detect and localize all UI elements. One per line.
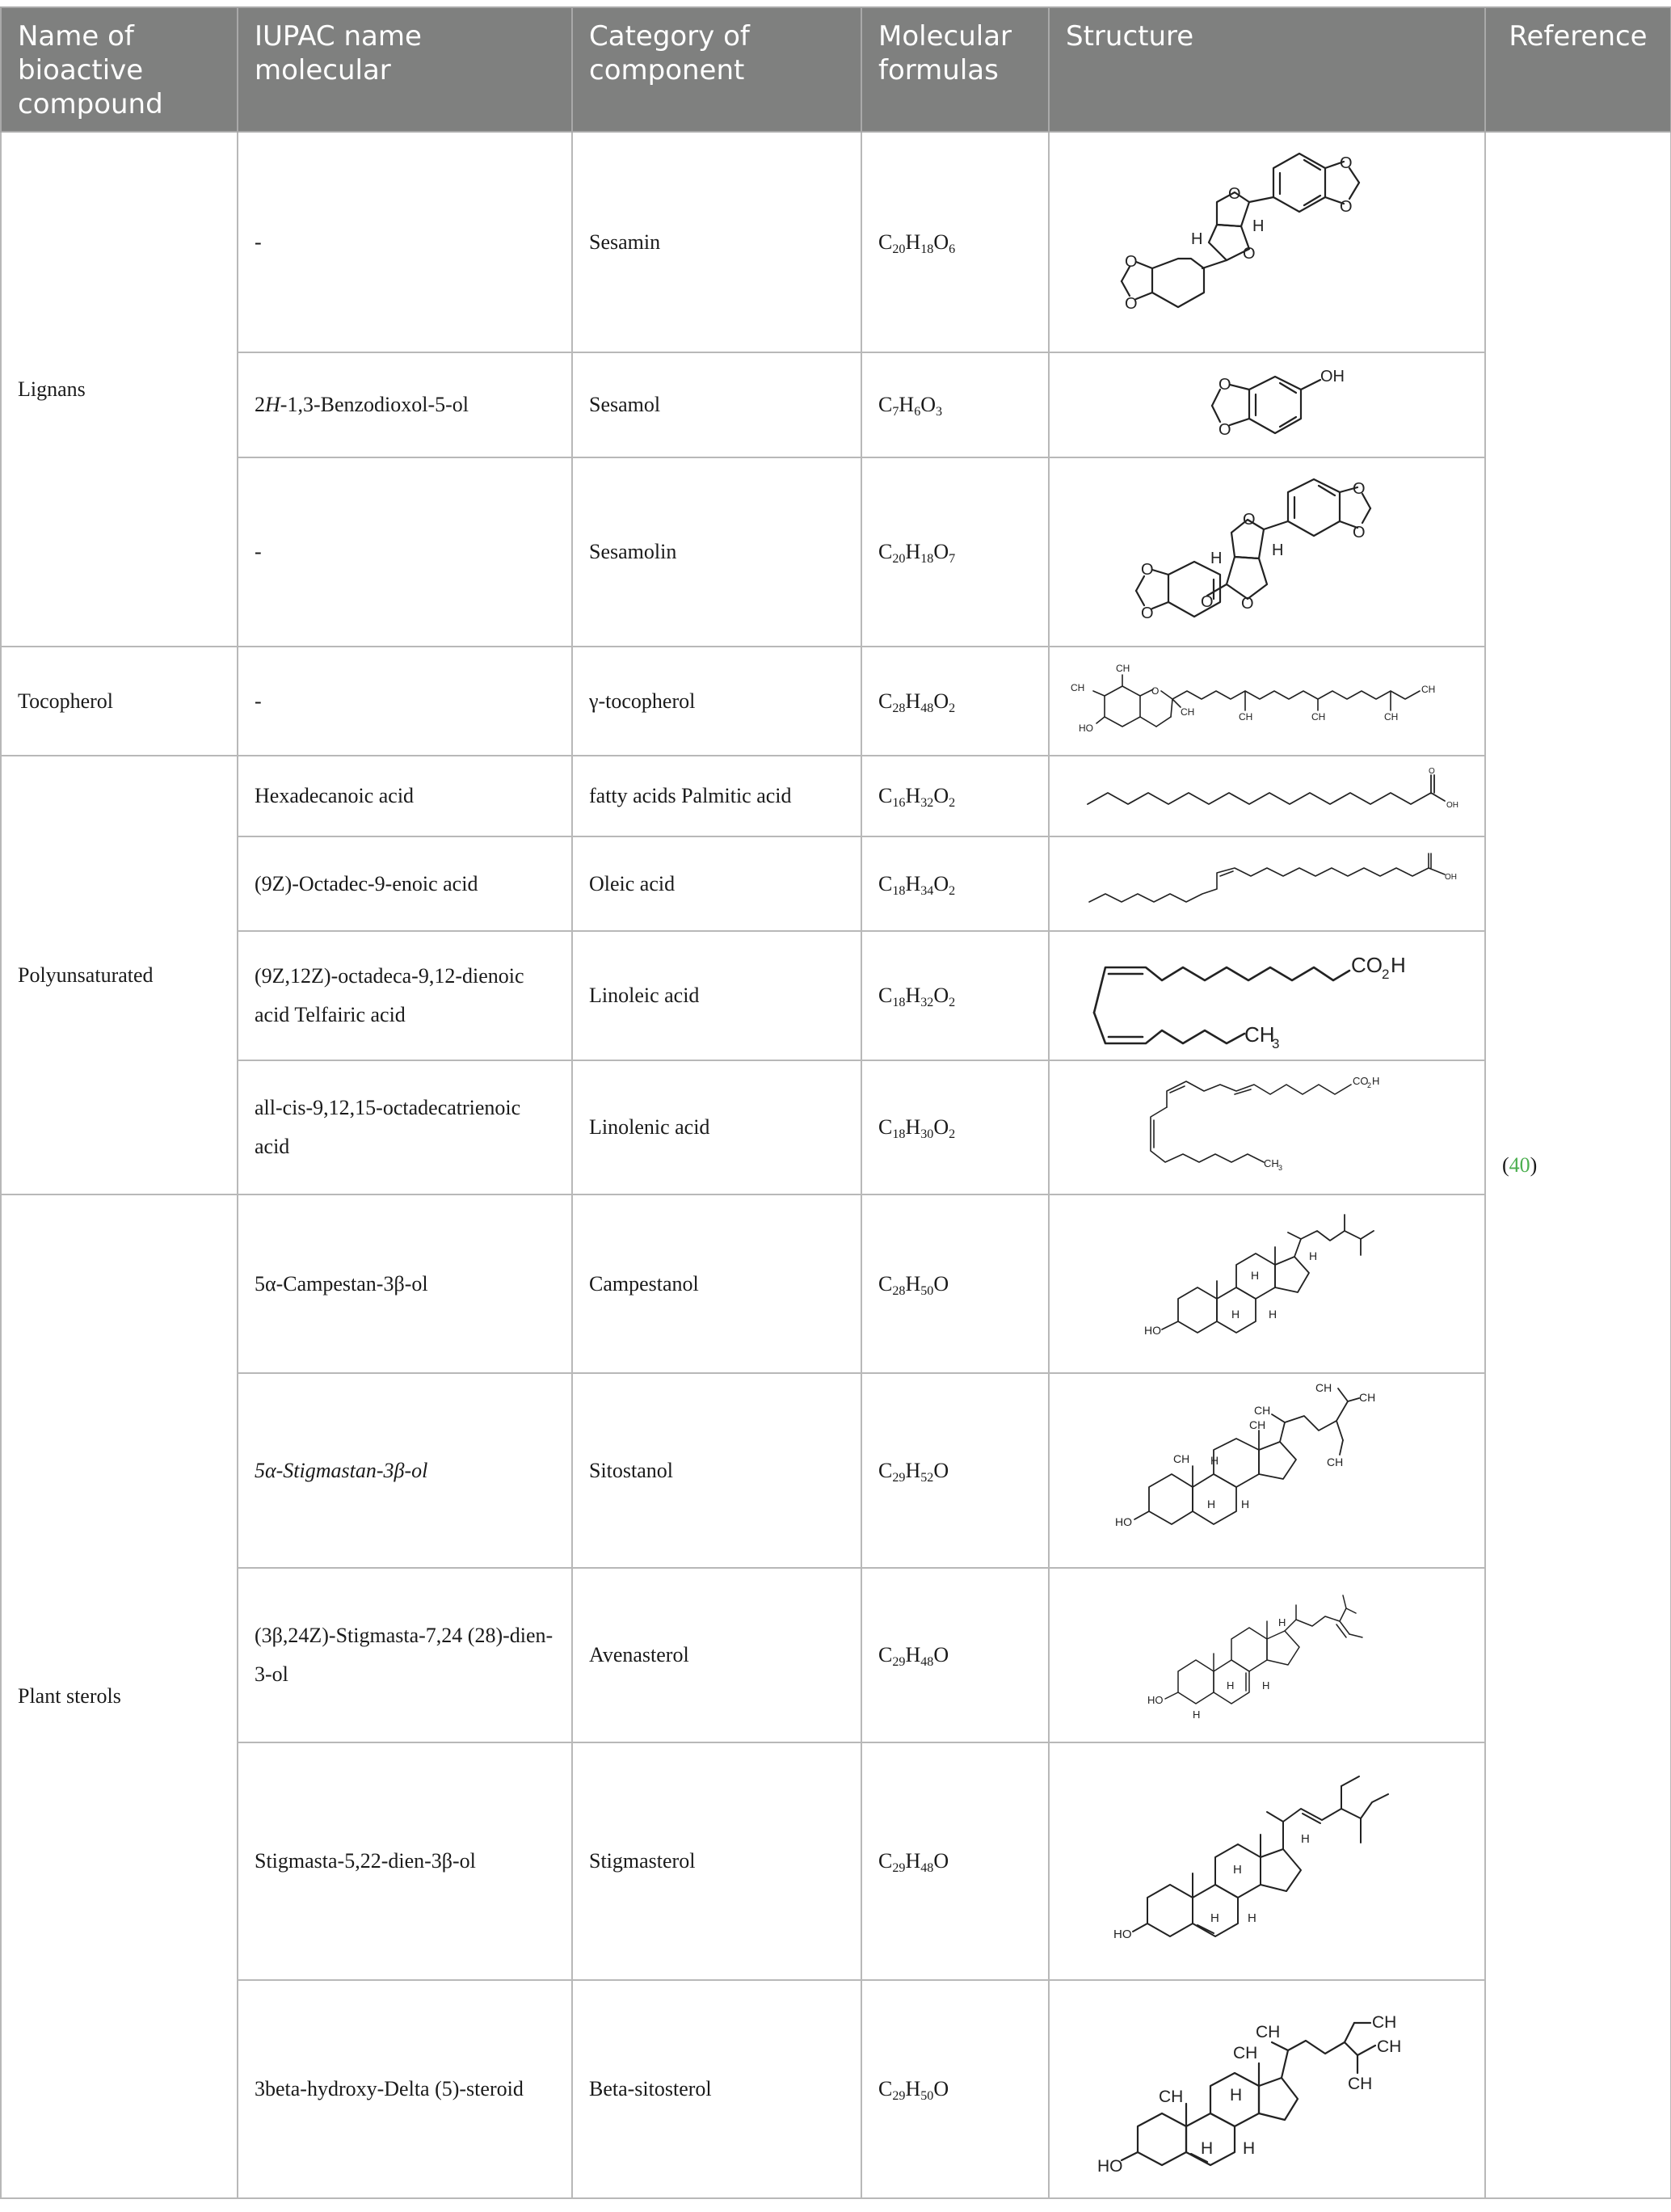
svg-text:H: H — [1231, 1307, 1240, 1321]
svg-text:CH: CH — [1071, 681, 1085, 693]
structure-cell — [1049, 1373, 1485, 1568]
svg-text:HO: HO — [1079, 722, 1093, 734]
svg-text:H: H — [1269, 1307, 1277, 1321]
svg-text:O: O — [1125, 294, 1138, 313]
svg-text:CH: CH — [1264, 1157, 1279, 1169]
sesamol-structure-icon — [1162, 360, 1372, 449]
category-cell: Linolenic acid — [572, 1060, 861, 1194]
header-row — [1, 7, 1671, 132]
svg-text:H: H — [1272, 541, 1284, 559]
sesamolin-structure-icon — [1105, 463, 1429, 641]
reference-link-40[interactable]: 40 — [1509, 1152, 1530, 1177]
svg-text:H: H — [1278, 1616, 1286, 1628]
svg-text:2: 2 — [1382, 967, 1390, 982]
svg-text:HO: HO — [1147, 1694, 1164, 1706]
iupac-cell: (3β,24Z)-Stigmasta-7,24 (28)-dien-3-ol — [238, 1568, 572, 1742]
svg-text:O: O — [1141, 605, 1154, 622]
linolenic-acid-structure-icon — [1105, 1067, 1429, 1188]
formula-cell: $C_{18}H_{30}O_2$ — [861, 1060, 1049, 1194]
svg-text:CH: CH — [1327, 1455, 1344, 1468]
svg-text:H: H — [1230, 2086, 1243, 2105]
svg-text:CH: CH — [1359, 1390, 1376, 1404]
svg-text:CH: CH — [1311, 710, 1326, 723]
svg-text:CH: CH — [1254, 1403, 1271, 1417]
category-cell: γ-tocopherol — [572, 647, 861, 756]
svg-text:H: H — [1248, 1911, 1256, 1925]
svg-text:CO: CO — [1351, 953, 1383, 977]
table-row-linolenic-acid — [1, 1060, 1671, 1194]
group-polyunsaturated: Polyunsaturated — [1, 756, 238, 1194]
iupac-cell: Hexadecanoic acid — [238, 756, 572, 836]
svg-text:OH: OH — [1320, 368, 1345, 386]
formula-cell: $C_{29}H_{52}O$ — [861, 1373, 1049, 1568]
category-cell: Avenasterol — [572, 1568, 861, 1742]
category-cell: Sitostanol — [572, 1373, 861, 1568]
structure-cell — [1049, 756, 1485, 836]
svg-text:CH: CH — [1116, 662, 1130, 674]
beta-sitosterol-structure-icon — [1097, 1984, 1437, 2194]
svg-text:CH: CH — [1348, 2075, 1373, 2093]
svg-text:CH: CH — [1377, 2037, 1402, 2056]
linoleic-acid-structure-icon — [1073, 935, 1461, 1056]
header-structure: Structure — [1049, 7, 1485, 132]
svg-text:O: O — [1340, 197, 1353, 216]
formula-cell: $C_{16}H_{32}O_2$ — [861, 756, 1049, 836]
svg-text:H: H — [1309, 1249, 1318, 1262]
iupac-cell: - — [238, 457, 572, 647]
svg-text:HO: HO — [1113, 1928, 1132, 1941]
svg-text:CH: CH — [1244, 1022, 1275, 1047]
svg-text:H: H — [1227, 1679, 1235, 1692]
svg-text:HO: HO — [1144, 1323, 1161, 1337]
category-cell: Beta-sitosterol — [572, 1980, 861, 2198]
table-row-palmitic-acid — [1, 756, 1671, 836]
ref-paren-close: ) — [1530, 1152, 1538, 1177]
svg-text:H: H — [1241, 1497, 1250, 1510]
svg-text:H: H — [1252, 217, 1265, 235]
svg-text:3: 3 — [1272, 1036, 1280, 1051]
table-row-beta-sitosterol — [1, 1980, 1671, 2198]
formula-cell: $C_{18}H_{32}O_2$ — [861, 931, 1049, 1060]
header-category: Category of component — [572, 7, 861, 132]
formula-cell: $C_7H_6O_3$ — [861, 352, 1049, 457]
svg-text:O: O — [1219, 376, 1231, 394]
structure-cell — [1049, 931, 1485, 1060]
table-row-oleic-acid — [1, 836, 1671, 931]
svg-text:CH: CH — [1233, 2044, 1258, 2062]
structure-cell — [1049, 647, 1485, 756]
formula-cell: $C_{29}H_{50}O$ — [861, 1980, 1049, 2198]
svg-text:CH: CH — [1256, 2023, 1281, 2041]
bioactive-compounds-table — [0, 6, 1671, 2199]
reference-cell — [1485, 132, 1671, 2198]
iupac-cell: Stigmasta-5,22-dien-3β-ol — [238, 1742, 572, 1980]
iupac-cell: - — [238, 647, 572, 756]
formula-cell: $C_{28}H_{48}O_2$ — [861, 647, 1049, 756]
structure-cell — [1049, 1742, 1485, 1980]
iupac-cell: (9Z,12Z)-octadeca-9,12-dienoic acid Telfairic acid — [238, 931, 572, 1060]
group-lignans: Lignans — [1, 132, 238, 647]
svg-text:H: H — [1210, 1453, 1219, 1467]
formula-cell: $C_{28}H_{50}O$ — [861, 1194, 1049, 1373]
oleic-acid-structure-icon — [1073, 844, 1461, 925]
svg-text:O: O — [1353, 480, 1366, 498]
svg-text:O: O — [1228, 184, 1241, 203]
iupac-cell: 5α-Stigmastan-3β-ol — [238, 1373, 572, 1568]
svg-text:H: H — [1262, 1679, 1270, 1692]
structure-cell — [1049, 457, 1485, 647]
category-cell: Sesamin — [572, 132, 861, 352]
table-row-avenasterol — [1, 1568, 1671, 1742]
table-row-linoleic-acid — [1, 931, 1671, 1060]
iupac-cell: (9Z)-Octadec-9-enoic acid — [238, 836, 572, 931]
svg-text:HO: HO — [1115, 1515, 1132, 1528]
iupac-cell: 3beta-hydroxy-Delta (5)-steroid — [238, 1980, 572, 2198]
gamma-tocopherol-structure-icon — [1066, 657, 1470, 746]
table-row-campestanol — [1, 1194, 1671, 1373]
stigmasterol-structure-icon — [1113, 1752, 1421, 1970]
formula-cell: $C_{29}H_{48}O$ — [861, 1568, 1049, 1742]
formula-cell: $C_{29}H_{48}O$ — [861, 1742, 1049, 1980]
svg-text:CH: CH — [1249, 1418, 1266, 1431]
svg-text:CH: CH — [1239, 710, 1253, 723]
svg-text:O: O — [1125, 252, 1138, 271]
svg-text:H: H — [1251, 1268, 1260, 1282]
svg-text:H: H — [1243, 2139, 1256, 2158]
header-name: Name of bioactive compound — [1, 7, 238, 132]
header-formula: Molecular formulas — [861, 7, 1049, 132]
svg-text:CH: CH — [1372, 2013, 1397, 2032]
svg-text:CH: CH — [1181, 706, 1195, 718]
formula-cell: $C_{18}H_{34}O_2$ — [861, 836, 1049, 931]
structure-cell — [1049, 1060, 1485, 1194]
structure-cell — [1049, 132, 1485, 352]
group-tocopherol: Tocopherol — [1, 647, 238, 756]
table-row-sesamin — [1, 132, 1671, 352]
category-cell: Sesamol — [572, 352, 861, 457]
table-row-sesamolin — [1, 457, 1671, 647]
svg-text:O: O — [1141, 561, 1154, 579]
table-row-sesamol — [1, 352, 1671, 457]
svg-text:O: O — [1429, 767, 1435, 776]
svg-text:O: O — [1353, 524, 1366, 541]
category-cell: Stigmasterol — [572, 1742, 861, 1980]
category-cell: Sesamolin — [572, 457, 861, 647]
structure-cell — [1049, 1194, 1485, 1373]
table-row-sitostanol — [1, 1373, 1671, 1568]
svg-text:H: H — [1210, 1911, 1219, 1925]
svg-text:H: H — [1193, 1709, 1201, 1721]
svg-text:HO: HO — [1097, 2157, 1123, 2176]
svg-text:H: H — [1207, 1497, 1216, 1510]
campestanol-structure-icon — [1130, 1203, 1404, 1365]
table-row-gamma-tocopherol — [1, 647, 1671, 756]
svg-text:H: H — [1191, 230, 1203, 248]
header-iupac: IUPAC name molecular — [238, 7, 572, 132]
svg-text:H: H — [1201, 2139, 1214, 2158]
svg-text:CO: CO — [1353, 1075, 1369, 1087]
svg-text:CH: CH — [1315, 1381, 1332, 1394]
group-plant-sterols: Plant sterols — [1, 1194, 238, 2198]
svg-text:O: O — [1201, 593, 1214, 611]
svg-text:OH: OH — [1445, 872, 1457, 882]
iupac-cell: all-cis-9,12,15-octadecatrienoic acid — [238, 1060, 572, 1194]
iupac-cell: 2H-1,3-Benzodioxol-5-ol — [238, 352, 572, 457]
table-row-stigmasterol — [1, 1742, 1671, 1980]
svg-text:O: O — [1243, 511, 1256, 529]
iupac-cell: 5α-Campestan-3β-ol — [238, 1194, 572, 1373]
svg-text:CH: CH — [1384, 710, 1399, 723]
structure-cell — [1049, 1568, 1485, 1742]
iupac-cell: - — [238, 132, 572, 352]
formula-cell: $C_{20}H_{18}O_6$ — [861, 132, 1049, 352]
formula-cell: $C_{20}H_{18}O_7$ — [861, 457, 1049, 647]
sitostanol-structure-icon — [1113, 1382, 1421, 1560]
svg-text:CH: CH — [1421, 683, 1436, 695]
category-cell: Campestanol — [572, 1194, 861, 1373]
svg-text:O: O — [1243, 244, 1256, 263]
svg-text:H: H — [1301, 1832, 1310, 1846]
category-cell: Oleic acid — [572, 836, 861, 931]
structure-cell — [1049, 836, 1485, 931]
svg-text:H: H — [1233, 1863, 1242, 1877]
svg-text:2: 2 — [1367, 1081, 1372, 1089]
ref-paren-open: ( — [1502, 1152, 1509, 1177]
svg-text:CH: CH — [1173, 1451, 1190, 1465]
svg-text:O: O — [1340, 154, 1353, 172]
avenasterol-structure-icon — [1130, 1574, 1404, 1736]
svg-text:CH: CH — [1159, 2088, 1184, 2106]
category-cell: Linoleic acid — [572, 931, 861, 1060]
svg-text:H: H — [1391, 953, 1406, 977]
svg-text:O: O — [1219, 421, 1231, 439]
svg-text:H: H — [1372, 1075, 1380, 1087]
palmitic-acid-structure-icon — [1073, 764, 1461, 828]
structure-cell — [1049, 352, 1485, 457]
svg-text:O: O — [1151, 685, 1160, 697]
header-reference: Reference — [1485, 7, 1671, 132]
svg-text:O: O — [1241, 595, 1254, 613]
sesamin-structure-icon — [1113, 137, 1421, 348]
svg-text:3: 3 — [1278, 1164, 1283, 1172]
svg-text:H: H — [1210, 550, 1223, 567]
category-cell: fatty acids Palmitic acid — [572, 756, 861, 836]
structure-cell — [1049, 1980, 1485, 2198]
svg-text:OH: OH — [1446, 801, 1458, 810]
